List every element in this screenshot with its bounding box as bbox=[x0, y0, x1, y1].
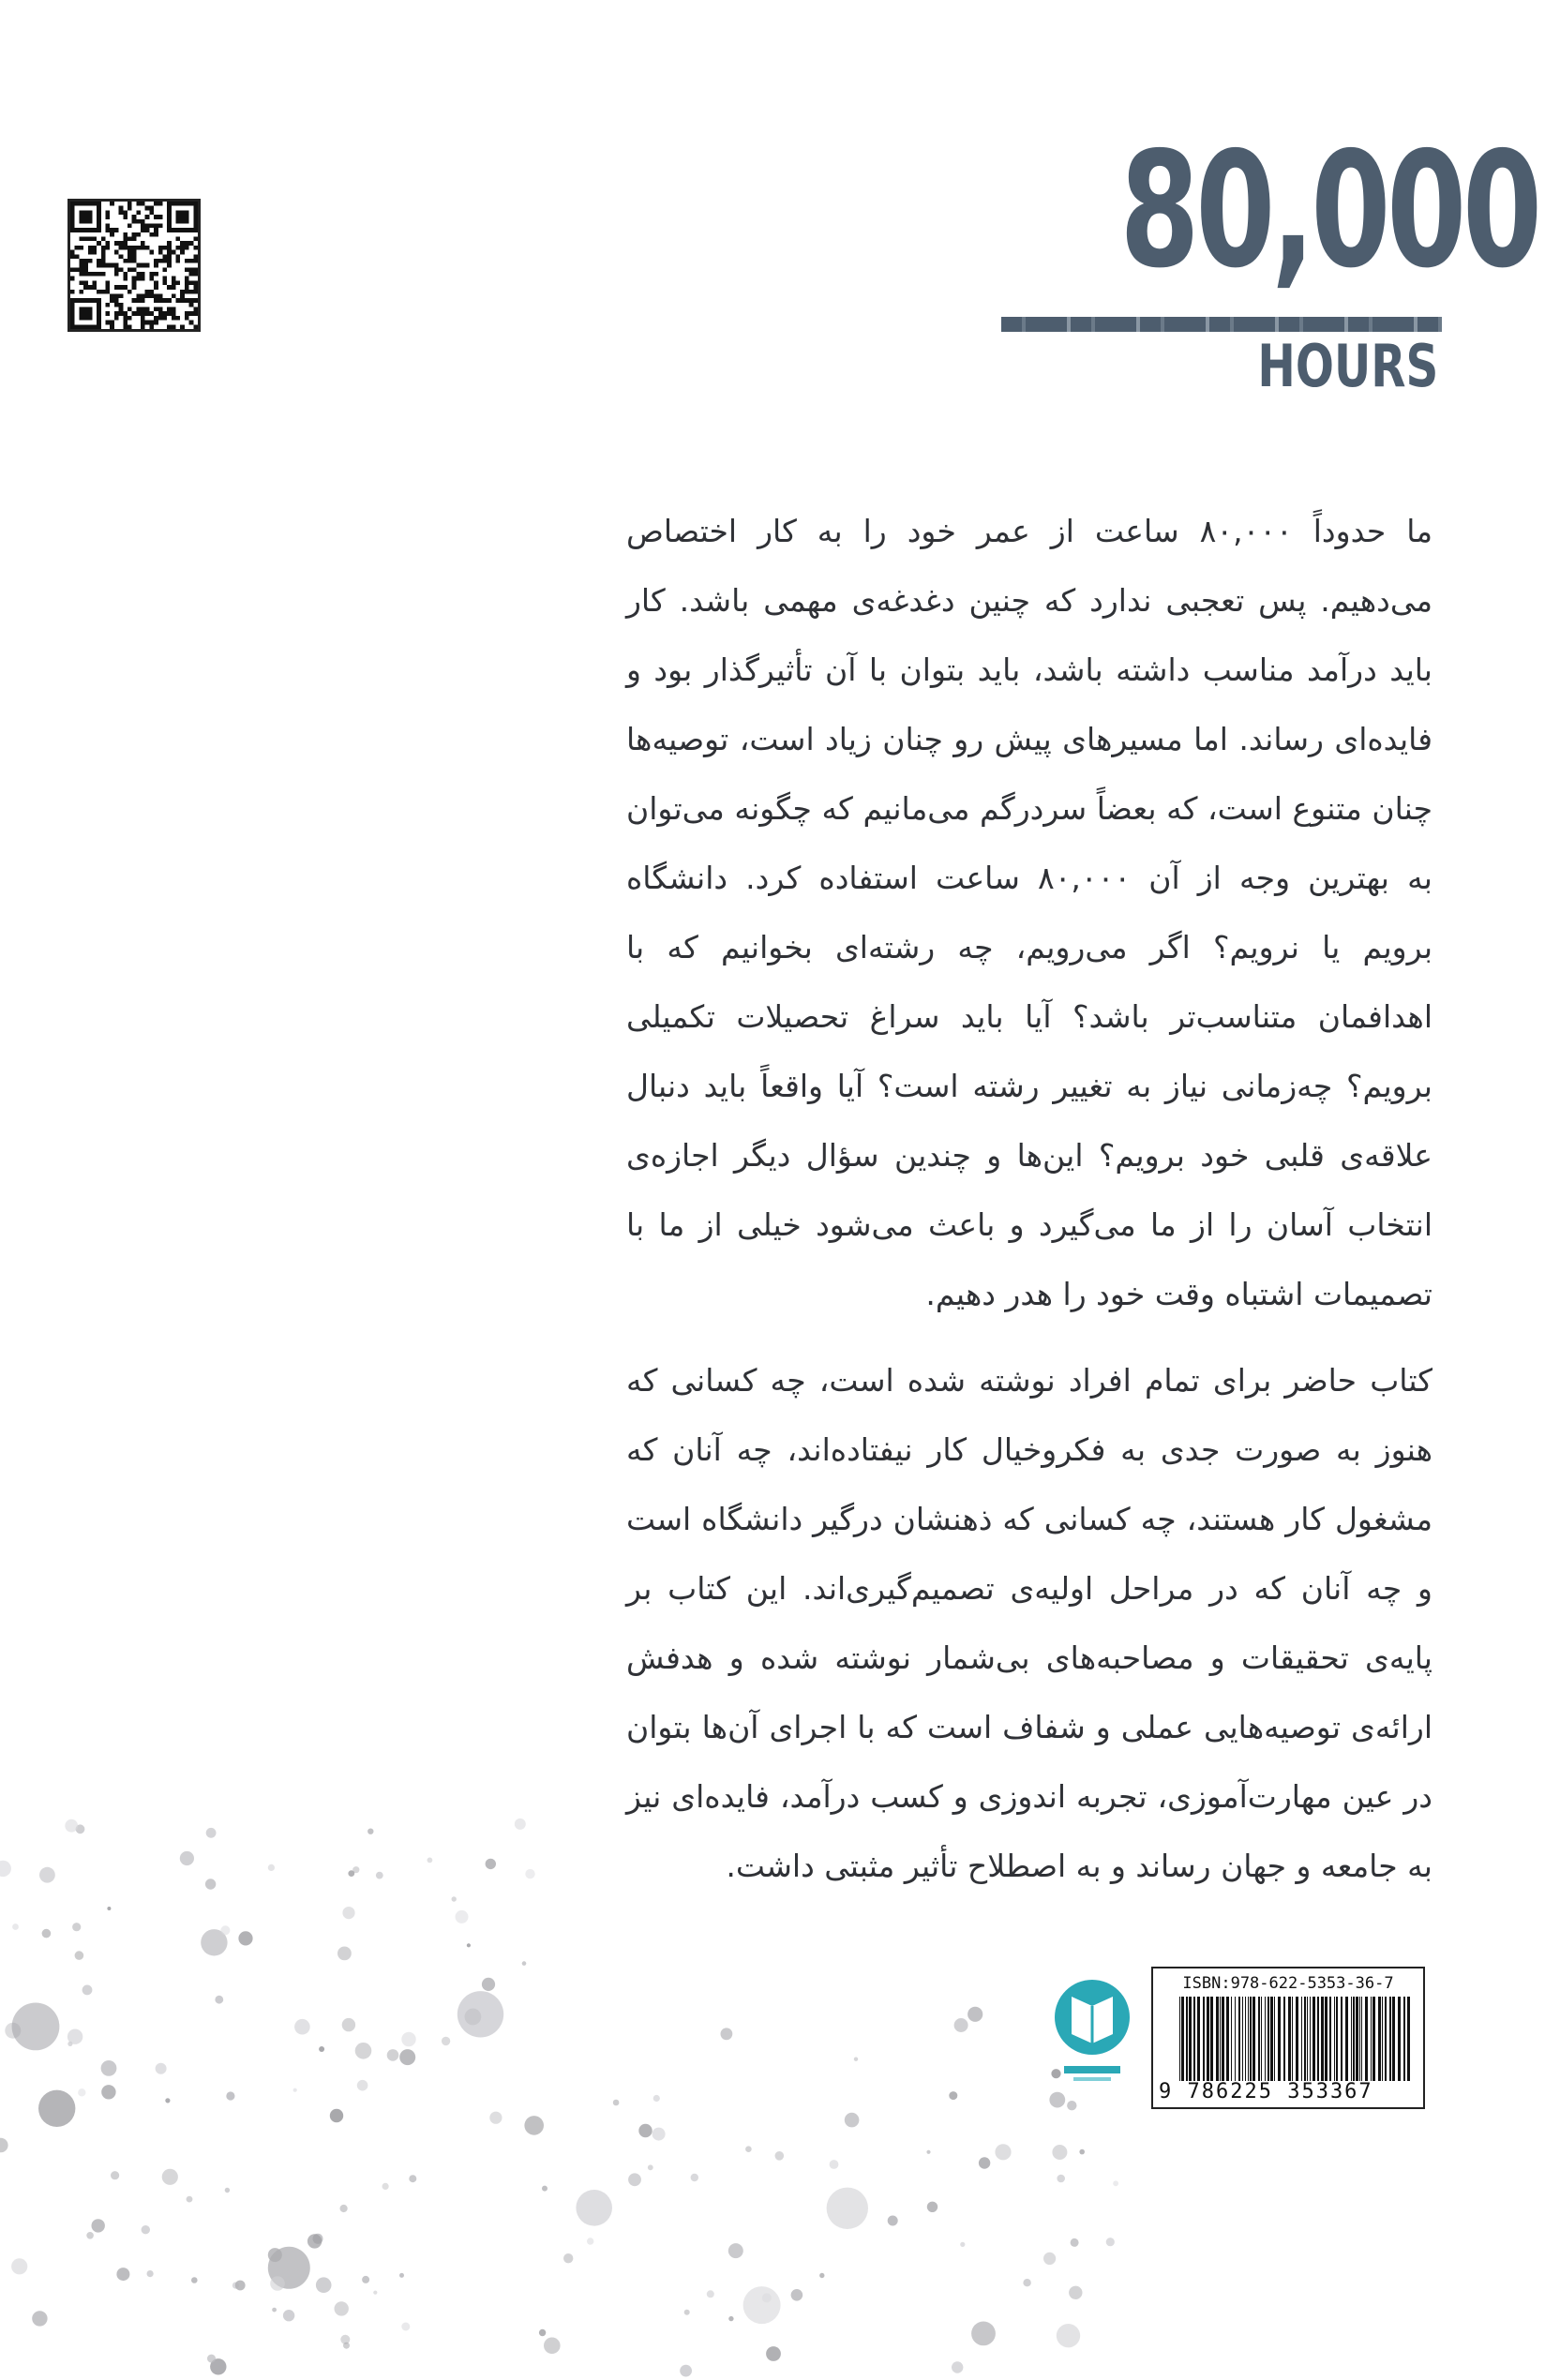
publisher-emblem-icon bbox=[1045, 1968, 1139, 2090]
logo-divider-bar bbox=[1001, 317, 1442, 332]
isbn-label: ISBN:978-622-5353-36-7 bbox=[1182, 1974, 1394, 1993]
barcode-bars bbox=[1178, 1997, 1416, 2081]
publisher-logo bbox=[1045, 1968, 1139, 2090]
qr-code-pattern bbox=[70, 202, 198, 329]
logo-word: HOURS bbox=[1257, 332, 1438, 400]
qr-code bbox=[68, 199, 201, 332]
isbn-digits: 9 786225 353367 bbox=[1159, 2080, 1373, 2103]
blurb-paragraph-1: ما حدوداً ۸۰,۰۰۰ ساعت از عمر خود را به کار اختصاص می‌دهیم. پس تعجبی ندارد که چنین دغدغه‌ی مهمی باشد. کار باید درآمد مناسب داشته باشد، باید بتوان با آن تأثیرگذار بود و فایده‌ای رساند. اما مسیرهای پیش رو چنان زیاد است، توصیه‌ها چنان متنوع است، که بعضاً سردرگم می‌مانیم که چگونه می‌توان به بهترین وجه از آن ۸۰,۰۰۰ ساعت استفاده کرد. دانشگاه برویم یا نرویم؟ اگر می‌رویم، چه رشته‌ای بخوانیم که با اهدافمان متناسب‌تر باشد؟ آیا باید سراغ تحصیلات تکمیلی برویم؟ چه‌زمانی نیاز به تغییر رشته است؟ آیا واقعاً باید دنبال علاقه‌ی قلبی خود برویم؟ این‌ها و چندین سؤال دیگر اجازه‌ی انتخاب آسان را از ما می‌گیرد و باعث می‌شود خیلی از ما با تصمیمات اشتباه وقت خود را هدر دهیم. bbox=[626, 513, 1432, 1312]
back-cover-blurb bbox=[626, 497, 1432, 1901]
book-logo bbox=[994, 118, 1538, 403]
isbn-barcode bbox=[1151, 1967, 1425, 2109]
blurb-paragraph-2: کتاب حاضر برای تمام افراد نوشته شده است، چه کسانی که هنوز به صورت جدی به فکروخیال کار نیفتاده‌اند، چه آنان که مشغول کار هستند، چه کسانی که ذهنشان درگیر دانشگاه است و چه آنان که در مراحل اولیه‌ی تصمیم‌گیری‌اند. این کتاب بر پایه‌ی تحقیقات و مصاحبه‌های بی‌شمار نوشته شده و هدفش ارائه‌ی توصیه‌هایی عملی و شفاف است که با اجرای آن‌ها بتوان در عین مهارت‌آموزی، تجربه اندوزی و کسب درآمد، فایده‌ای نیز به جامعه و جهان رساند و به اصطلاح تأثیر مثبتی داشت. bbox=[626, 1362, 1432, 1884]
logo-number: 80,000 bbox=[1119, 118, 1538, 304]
